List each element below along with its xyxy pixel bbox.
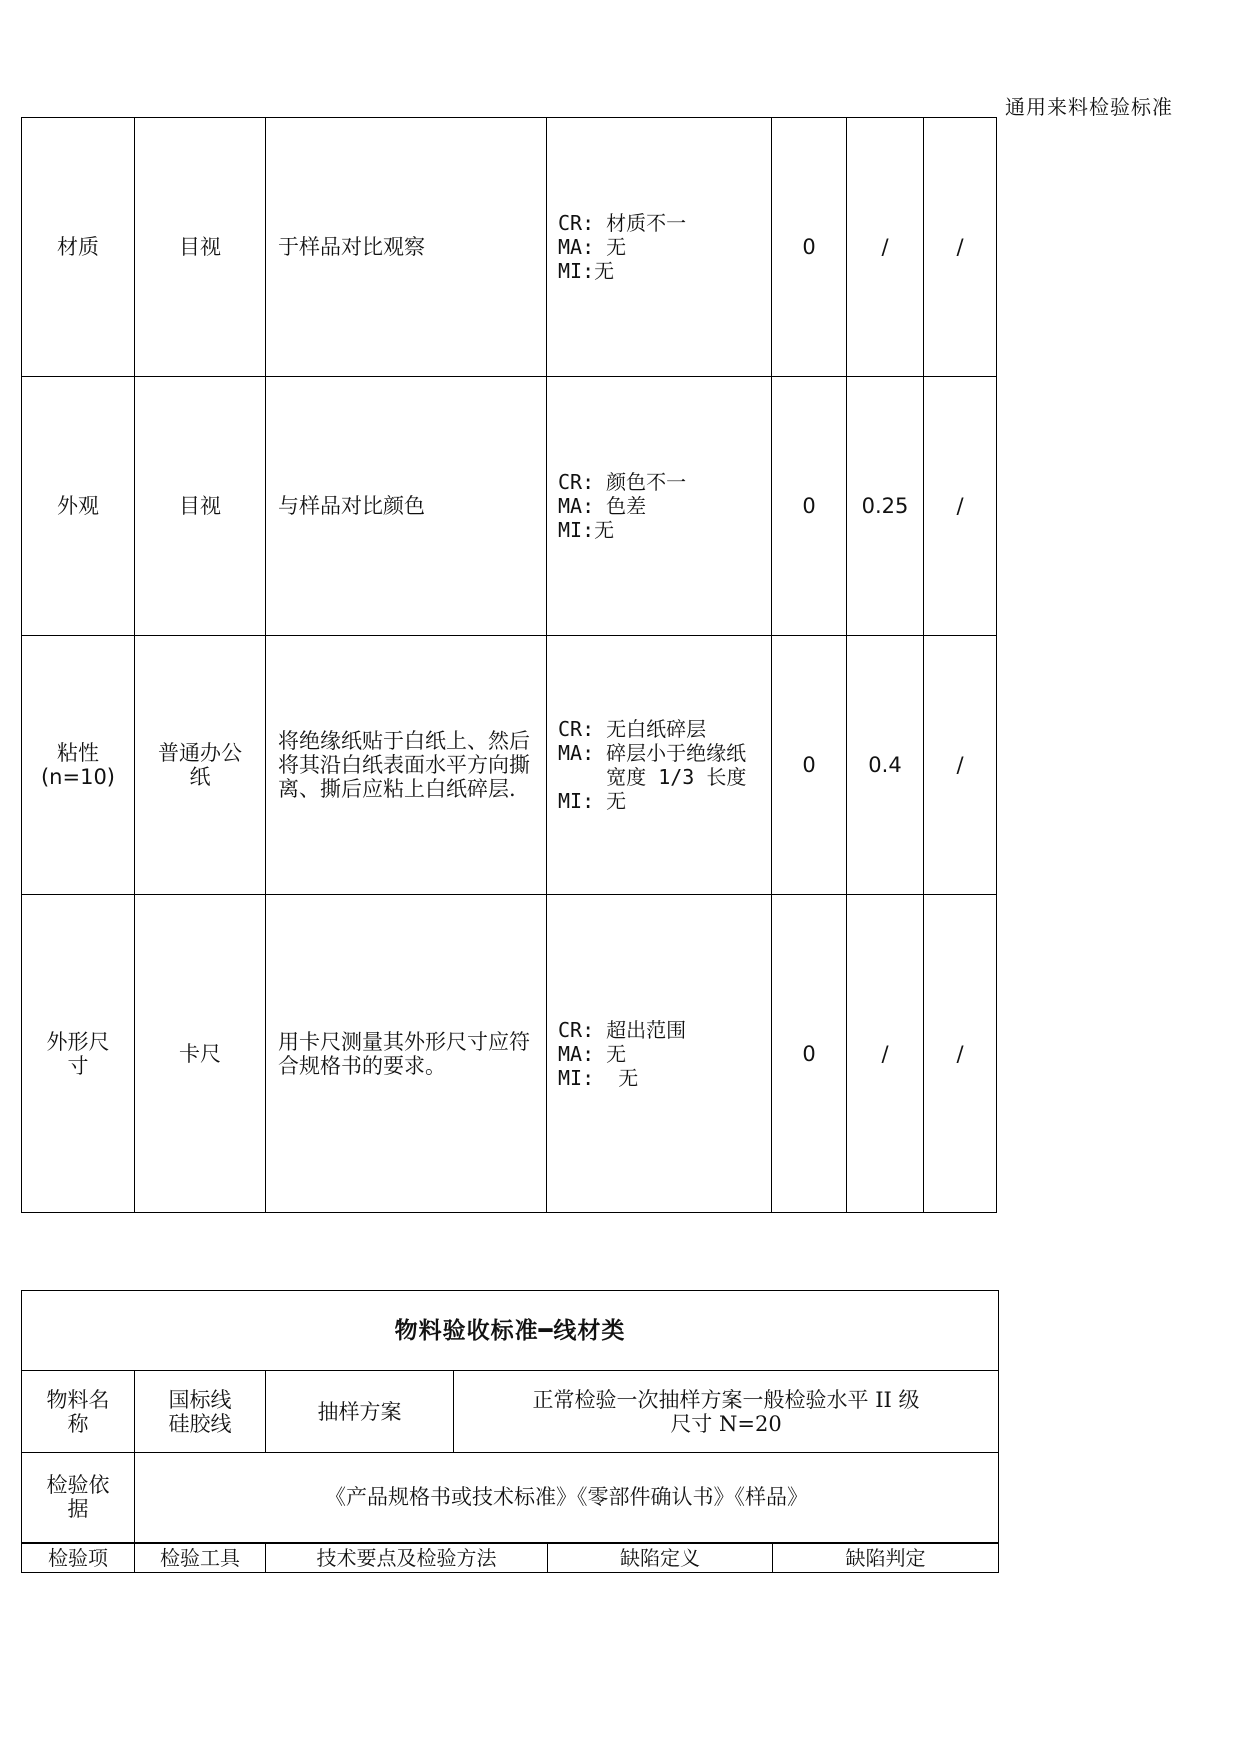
cr-value: 0	[772, 895, 847, 1213]
ma-value: /	[847, 895, 924, 1213]
ma-value: /	[847, 118, 924, 377]
inspection-table	[21, 117, 997, 1213]
ma-value: 0.4	[847, 636, 924, 895]
tool-cell: 卡尺	[135, 895, 266, 1213]
mi-value: /	[924, 377, 997, 636]
method-cell: 用卡尺测量其外形尺寸应符合规格书的要求。	[266, 895, 547, 1213]
item-line: 粘性	[57, 741, 99, 765]
defect-mi: MI: 无	[558, 789, 627, 813]
defect-cell	[547, 377, 772, 636]
defect-ma: MA: 碎层小于绝缘纸	[558, 741, 747, 765]
defect-ma-cont: 宽度 1/3 长度	[558, 765, 747, 789]
defect-cr: CR: 超出范围	[558, 1017, 687, 1042]
defect-cr: CR: 无白纸碎层	[558, 717, 707, 741]
column-header-defect: 缺陷定义	[548, 1543, 773, 1573]
cr-value: 0	[772, 377, 847, 636]
tool-cell: 目视	[135, 118, 266, 377]
item-text: 外形尺寸	[46, 1029, 110, 1078]
defect-cell	[547, 118, 772, 377]
method-cell: 将绝缘纸贴于白纸上、然后将其沿白纸表面水平方向撕离、撕后应粘上白纸碎层.	[266, 636, 547, 895]
table-row-adhesion	[22, 636, 997, 895]
sampling-label: 抽样方案	[266, 1371, 454, 1453]
label-text: 物料名称	[46, 1387, 110, 1436]
tool-cell	[135, 636, 266, 895]
value-line: 正常检验一次抽样方案一般检验水平 II 级	[532, 1387, 920, 1412]
page-header: 通用来料检验标准	[1005, 95, 1173, 119]
table-row-material	[22, 118, 997, 377]
value-line: 国标线	[168, 1387, 232, 1412]
item-cell	[22, 895, 135, 1213]
column-header-item: 检验项	[22, 1543, 135, 1573]
basis-label	[22, 1453, 135, 1543]
tool-text: 普通办公纸	[158, 741, 242, 789]
defect-ma: MA: 无	[558, 1041, 627, 1066]
item-cell: 外观	[22, 377, 135, 636]
value-line: 尺寸 N=20	[670, 1411, 782, 1436]
method-cell: 于样品对比观察	[266, 118, 547, 377]
material-name-label	[22, 1371, 135, 1453]
defect-cell	[547, 636, 772, 895]
table-row-dimensions	[22, 895, 997, 1213]
defect-ma: MA: 色差	[558, 494, 647, 518]
defect-mi: MI:无	[558, 259, 615, 283]
defect-cr: CR: 材质不一	[558, 211, 687, 235]
mi-value: /	[924, 895, 997, 1213]
defect-mi: MI:无	[558, 518, 615, 542]
table-row-appearance	[22, 377, 997, 636]
defect-cell	[547, 895, 772, 1213]
mi-value: /	[924, 118, 997, 377]
sampling-value	[454, 1371, 999, 1453]
label-text: 检验依据	[46, 1473, 110, 1522]
item-cell: 材质	[22, 118, 135, 377]
basis-value: 《产品规格书或技术标准》《零部件确认书》《样品》	[135, 1453, 999, 1543]
defect-mi: MI: 无	[558, 1065, 639, 1090]
tool-cell: 目视	[135, 377, 266, 636]
column-header-method: 技术要点及检验方法	[266, 1543, 548, 1573]
ma-value: 0.25	[847, 377, 924, 636]
standard-header-table	[21, 1290, 999, 1573]
defect-cr: CR: 颜色不一	[558, 470, 687, 494]
defect-ma: MA: 无	[558, 235, 627, 259]
mi-value: /	[924, 636, 997, 895]
material-name-value	[135, 1371, 266, 1453]
item-line: (n=10)	[40, 765, 115, 789]
standard-title: 物料验收标准━线材类	[22, 1291, 999, 1371]
column-header-judgement: 缺陷判定	[773, 1543, 999, 1573]
cr-value: 0	[772, 636, 847, 895]
column-header-tool: 检验工具	[135, 1543, 266, 1573]
item-cell	[22, 636, 135, 895]
cr-value: 0	[772, 118, 847, 377]
method-cell: 与样品对比颜色	[266, 377, 547, 636]
value-line: 硅胶线	[168, 1411, 232, 1436]
